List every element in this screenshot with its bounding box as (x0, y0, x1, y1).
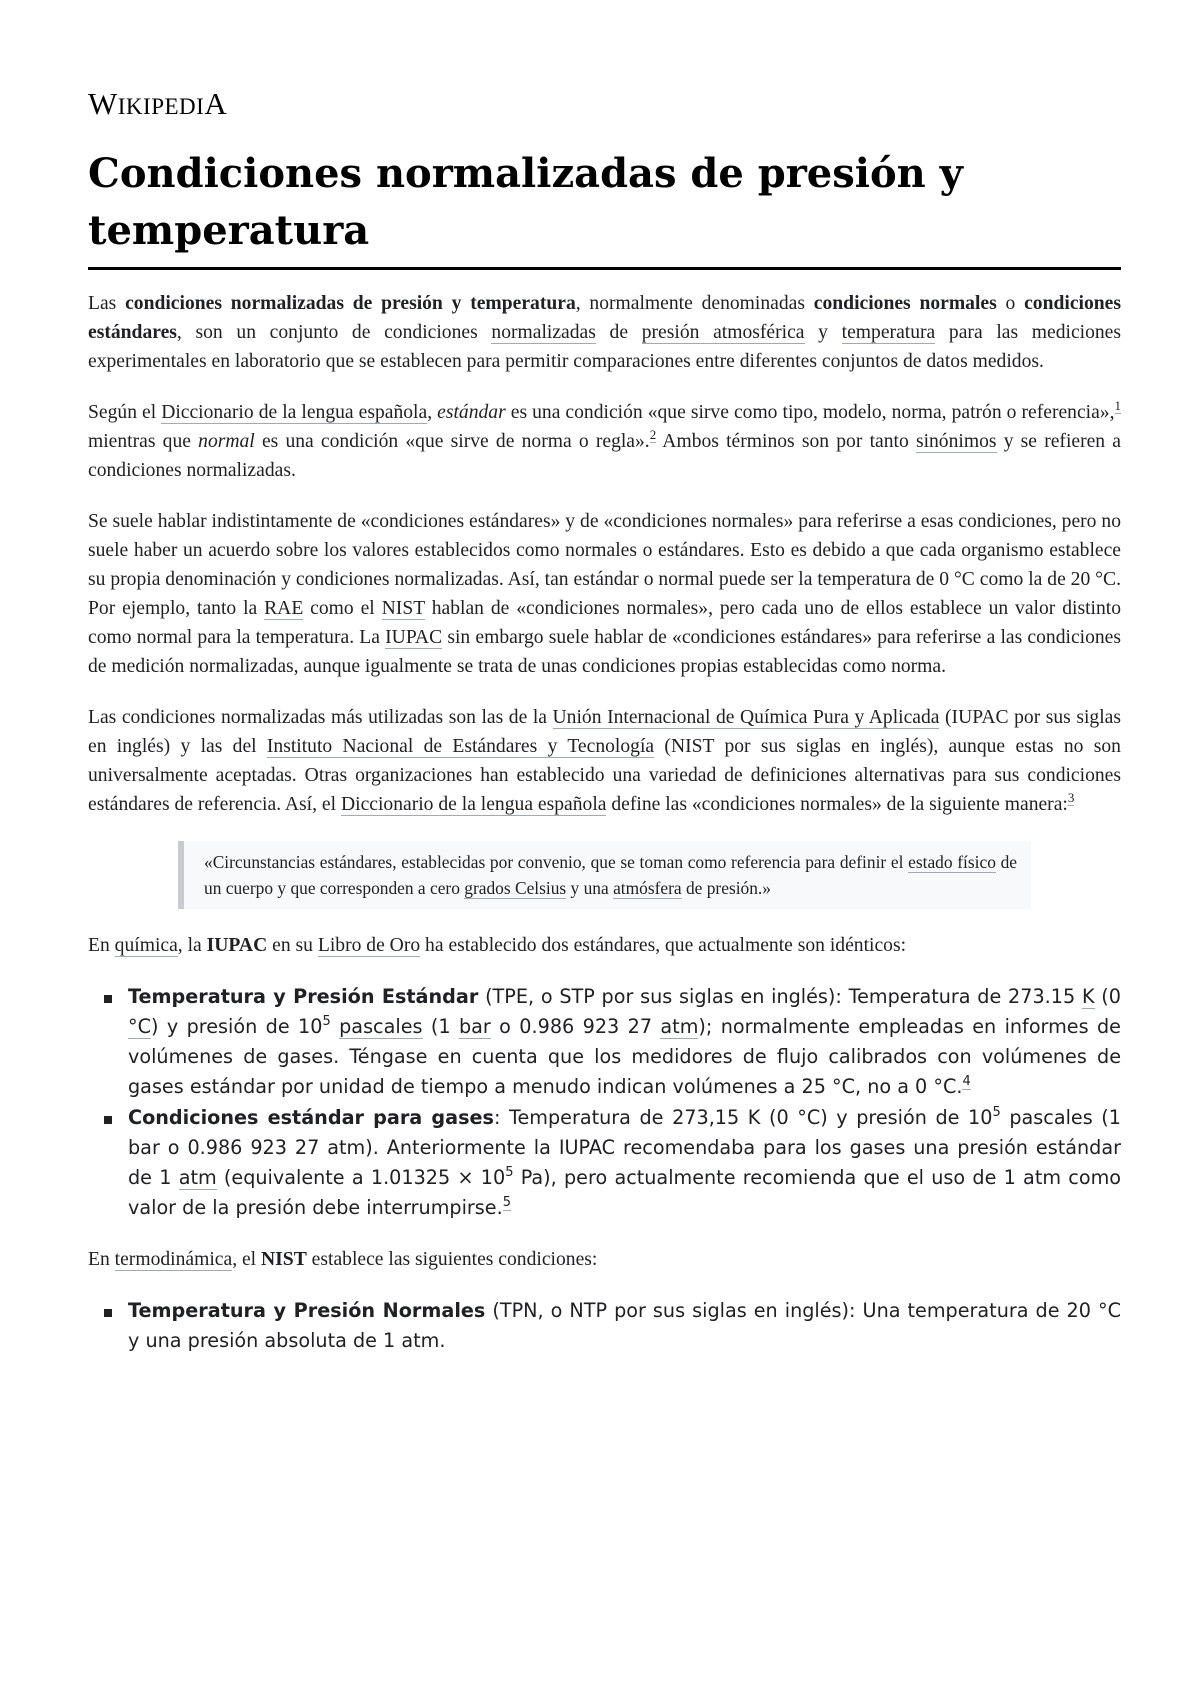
nist-standards-list (88, 1296, 1121, 1356)
text: establece las siguientes condiciones: (306, 1249, 598, 1270)
wikipedia-logo[interactable] (88, 86, 227, 122)
text: o (996, 293, 1025, 314)
list-item (128, 1103, 1121, 1223)
text (331, 1015, 339, 1038)
bold-term: Condiciones estándar para gases (128, 1106, 494, 1129)
bold-term: Temperatura y Presión Estándar (128, 985, 479, 1008)
text: ha establecido dos estándares, que actualmente son idénticos: (420, 935, 907, 956)
iupac-standards-list (88, 982, 1121, 1223)
link-normalizadas[interactable]: normalizadas (491, 322, 596, 343)
text: hablan de «condiciones normales», pero cada uno de ellos establece un valor distinto como normal para la temperatura. La (88, 598, 1121, 648)
link-diccionario[interactable]: Diccionario de la lengua española (161, 402, 428, 423)
reference-1[interactable] (1115, 398, 1122, 414)
text: (NIST por sus siglas en inglés), aunque estas no son universalmente aceptadas. Otras organizaciones han establecido una variedad de definiciones alternativas para sus condiciones estándares de referencia. Así, el (88, 736, 1121, 815)
text: de (595, 322, 642, 343)
usage-paragraph (88, 507, 1121, 681)
text: es una condición «que sirve de norma o regla». (254, 431, 650, 452)
link-atm[interactable]: atm (178, 1166, 217, 1189)
reference-4[interactable] (962, 1074, 970, 1090)
text: o 0.986 923 27 (490, 1015, 661, 1038)
dictionary-quote (178, 841, 1031, 909)
text: (IUPAC por sus siglas en inglés) y las del (88, 707, 1121, 757)
text: : Temperatura de 273,15 K (0 °C) y presión de 10 (493, 1106, 993, 1129)
text: de un cuerpo y que corresponden a cero (204, 852, 1018, 898)
text: , normalmente denominadas (575, 293, 814, 314)
link-presion-atmosferica[interactable]: presión atmosférica (641, 322, 805, 343)
text: Las condiciones normalizadas más utilizadas son las de la (88, 707, 553, 728)
text: y se refieren a condiciones normalizadas. (88, 431, 1121, 481)
text: pascales (1 bar o 0.986 923 27 atm). Anteriormente la IUPAC recomendaba para los gases una presión estándar de 1 (128, 1106, 1121, 1189)
text: , la (177, 935, 207, 956)
text: define las «condiciones normales» de la siguiente manera: (606, 794, 1068, 815)
text: y una (566, 878, 614, 898)
link-celsius[interactable]: °C (128, 1015, 151, 1038)
thermodynamics-paragraph (88, 1245, 1121, 1274)
text: (0 (1094, 985, 1121, 1008)
link-iupac-full[interactable]: Unión Internacional de Química Pura y Aplicada (552, 707, 940, 728)
text: (TPE, o STP por sus siglas en inglés): Temperatura de 273.15 (478, 985, 1082, 1008)
text: ) y presión de 10 (151, 1015, 323, 1038)
logo-letter-a: A (204, 86, 228, 121)
reference-link[interactable]: 5 (502, 1195, 511, 1210)
reference-3[interactable] (1068, 790, 1075, 806)
text: de presión.» (681, 878, 771, 898)
link-kelvin[interactable]: K (1081, 985, 1095, 1008)
text: «Circunstancias estándares, establecidas por convenio, que se toman como referencia para definir el (204, 852, 909, 872)
bold-term: Temperatura y Presión Normales (128, 1299, 486, 1322)
link-sinonimos[interactable]: sinónimos (915, 431, 997, 452)
text: (TPN, o NTP por sus siglas en inglés): Una temperatura de 20 °C y una presión absoluta de 1 atm. (128, 1299, 1122, 1352)
organizations-paragraph (88, 703, 1121, 819)
text: (1 (422, 1015, 459, 1038)
text: para las mediciones experimentales en laboratorio que se establecen para permitir comparaciones entre diferentes conjuntos de datos medidos. (88, 322, 1122, 372)
link-pascales[interactable]: pascales (339, 1015, 423, 1038)
text: , el (232, 1249, 262, 1270)
text: En (88, 935, 115, 956)
text: Se suele hablar indistintamente de «condiciones estándares» y de «condiciones normales» para referirse a esas condiciones, pero no suele haber un acuerdo sobre los valores establecidos como normales o estándares. Esto es debido a que cada organismo establece su propia denominación y condiciones normalizadas. Así, tan estándar o normal puede ser la temperatura de 0 °C como la de 20 °C. Por ejemplo, tanto la (88, 511, 1121, 619)
link-atm[interactable]: atm (660, 1015, 699, 1038)
text: , (427, 402, 438, 423)
bold-term: condiciones estándares (88, 293, 1121, 343)
text: En (88, 1249, 115, 1270)
list-item (128, 982, 1121, 1102)
exponent: 5 (505, 1165, 514, 1180)
link-nist-full[interactable]: Instituto Nacional de Estándares y Tecnología (266, 736, 655, 757)
logo-letters-ikipedi: IKIPEDI (117, 94, 205, 119)
link-grados-celsius[interactable]: grados Celsius (464, 878, 567, 898)
link-diccionario[interactable]: Diccionario de la lengua española (340, 794, 607, 815)
logo-letter-w: W (88, 86, 118, 121)
text: y (804, 322, 842, 343)
intro-paragraph (88, 289, 1121, 376)
link-estado-fisico[interactable]: estado físico (908, 852, 996, 872)
reference-link[interactable]: 2 (649, 427, 657, 442)
reference-link[interactable]: 4 (962, 1074, 971, 1089)
link-quimica[interactable]: química (114, 935, 178, 956)
bold-term: IUPAC (206, 935, 268, 956)
italic-term: normal (198, 431, 255, 452)
text: mientras que (88, 431, 199, 452)
text: ); normalmente empleadas en informes de volúmenes de gases. Téngase en cuenta que los medidores de flujo calibrados con volúmenes de gases estándar por unidad de tiempo a menudo indican volúmenes a 25 °C, no a 0 °C. (128, 1015, 1121, 1098)
text: Según el (88, 402, 162, 423)
bold-term: condiciones normalizadas de presión y temperatura (125, 293, 576, 314)
article-body (88, 289, 1121, 1378)
text: es una condición «que sirve como tipo, modelo, norma, patrón o referencia», (505, 402, 1115, 423)
page-title: Condiciones normalizadas de presión y temperatura (88, 145, 1121, 270)
text: , son un conjunto de condiciones (176, 322, 492, 343)
text: Ambos términos son por tanto (656, 431, 916, 452)
link-atmosfera[interactable]: atmósfera (613, 878, 682, 898)
bold-term: NIST (261, 1249, 307, 1270)
text: Pa), pero actualmente recomienda que el uso de 1 atm como valor de la presión debe interrumpirse. (128, 1166, 1121, 1219)
text: sin embargo suele hablar de «condiciones estándares» para referirse a las condiciones de medición normalizadas, aunque igualmente se trata de unas condiciones propias establecidas como norma. (88, 627, 1121, 677)
text: en su (267, 935, 318, 956)
text: (equivalente a 1.01325 × 10 (216, 1166, 506, 1189)
reference-link[interactable]: 1 (1114, 398, 1122, 413)
bold-term: condiciones normales (813, 293, 997, 314)
exponent: 5 (322, 1014, 331, 1029)
reference-5[interactable] (503, 1195, 511, 1211)
link-libro-de-oro[interactable]: Libro de Oro (317, 935, 421, 956)
link-temperatura[interactable]: temperatura (841, 322, 936, 343)
chemistry-paragraph (88, 931, 1121, 960)
link-termodinamica[interactable]: termodinámica (114, 1249, 233, 1270)
text: Las (88, 293, 126, 314)
italic-term: estándar (437, 402, 506, 423)
exponent: 5 (992, 1105, 1001, 1120)
definition-paragraph (88, 398, 1121, 485)
link-nist[interactable]: NIST (381, 598, 425, 619)
link-rae[interactable]: RAE (264, 598, 304, 619)
text: como el (303, 598, 382, 619)
reference-link[interactable]: 3 (1067, 790, 1075, 805)
list-item (128, 1296, 1121, 1356)
link-iupac[interactable]: IUPAC (385, 627, 443, 648)
link-bar[interactable]: bar (458, 1015, 491, 1038)
